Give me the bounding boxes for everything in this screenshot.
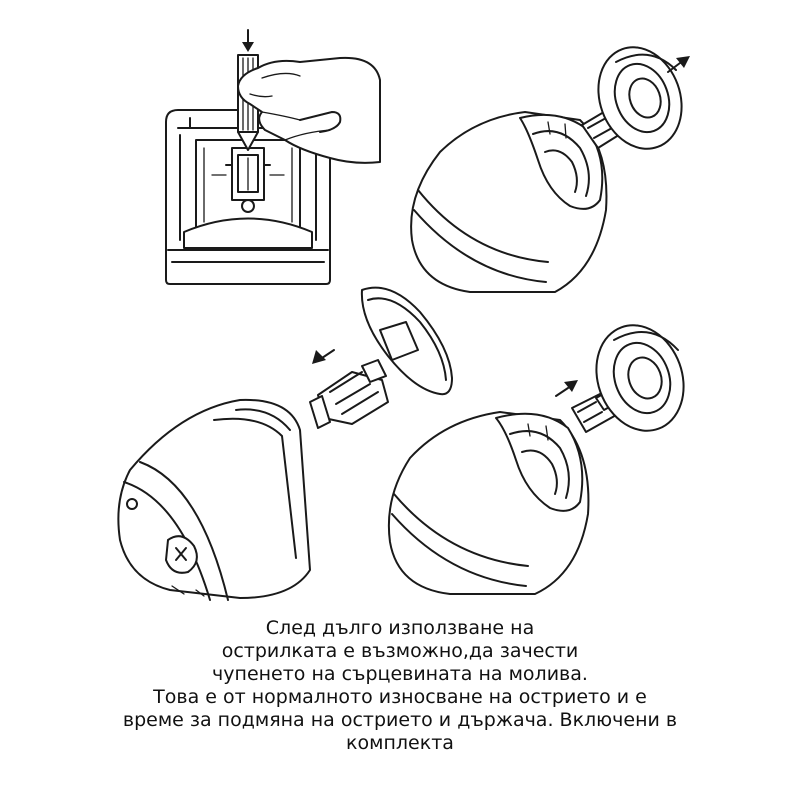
caption-line: След дълго използване на xyxy=(265,617,535,639)
arrow-icon xyxy=(242,30,254,52)
step-2-remove-holder xyxy=(411,35,695,292)
caption-line: чупенето на сърцевината на молива. xyxy=(212,663,588,685)
caption-line: острилката е възможно,да зачести xyxy=(221,640,579,662)
sharpener-body-open xyxy=(118,400,310,600)
caption-line: Това е от нормалното износване на острието и е xyxy=(153,686,647,708)
step-1-insert-pencil xyxy=(166,30,380,284)
step-4-empty-body xyxy=(118,400,310,600)
arrow-icon xyxy=(312,350,334,364)
caption-line: комплекта xyxy=(346,732,454,754)
sharpener-body-tilted xyxy=(389,412,589,594)
arrow-icon xyxy=(556,380,578,396)
sharpener-body-tilted xyxy=(411,112,606,292)
arrow-icon xyxy=(668,56,690,72)
blade-holder xyxy=(310,360,388,428)
instruction-caption xyxy=(100,617,700,755)
step-3-separate-holder xyxy=(310,288,452,428)
caption-line: време за подмяна на острието и държача. Включени в xyxy=(122,709,678,731)
